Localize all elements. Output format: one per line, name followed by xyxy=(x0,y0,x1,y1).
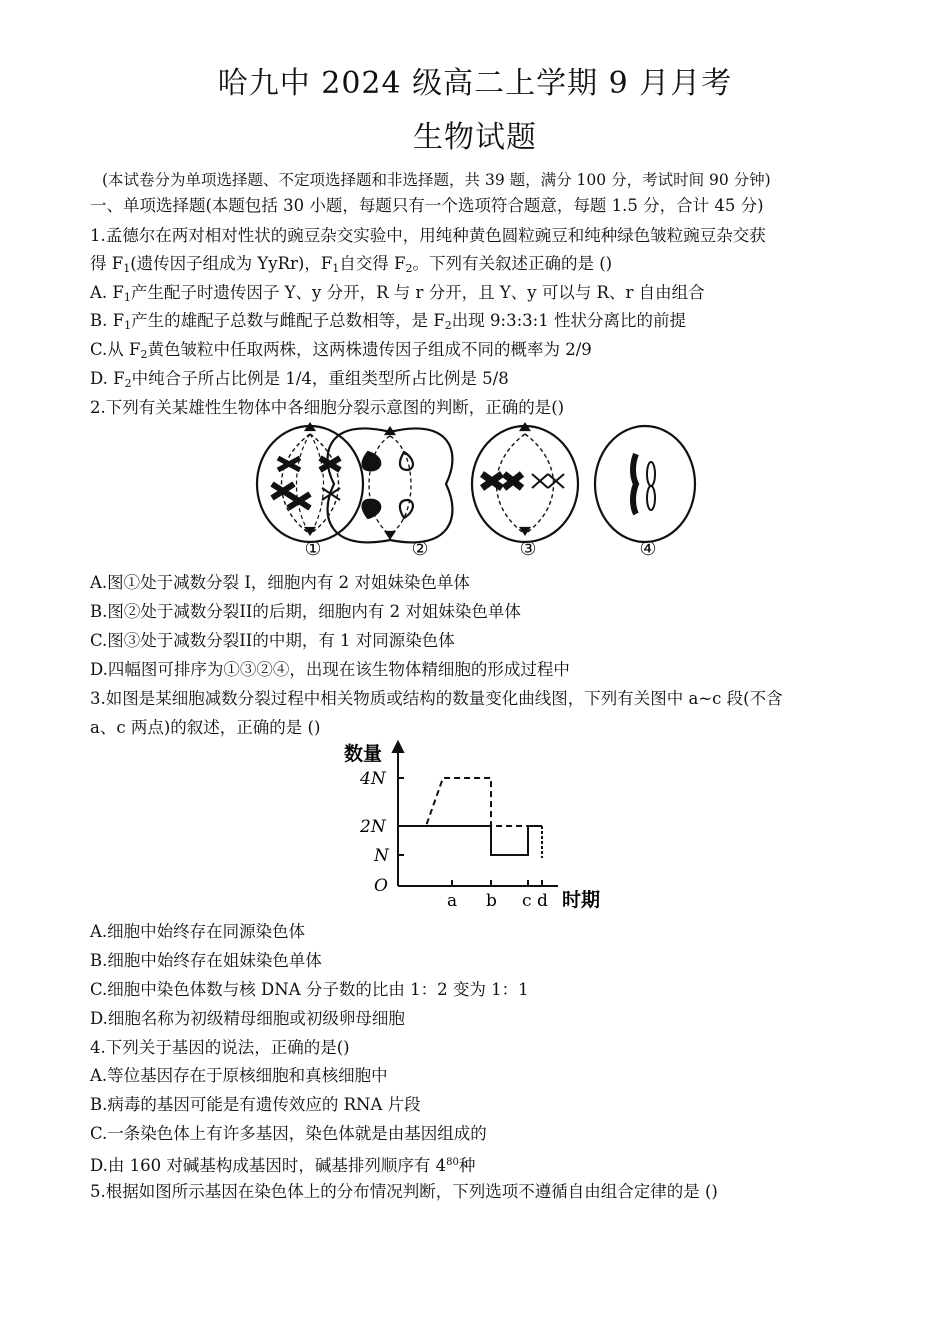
y-axis-label: 数量 xyxy=(344,743,383,765)
dashed-series-line xyxy=(398,778,542,826)
solid-series-line xyxy=(398,826,542,855)
q3-option-c: C.细胞中染色体数与核 DNA 分子数的比由 1：2 变为 1：1 xyxy=(90,980,529,999)
cell-3-diagram xyxy=(472,424,578,542)
y-axis-arrow xyxy=(393,742,403,752)
exam-note: (本试卷分为单项选择题、不定项选择题和非选择题，共 39 题，满分 100 分，考试时间 90 分钟) xyxy=(102,171,771,189)
q4-option-b: B.病毒的基因可能是有遗传效应的 RNA 片段 xyxy=(90,1095,421,1114)
q2-option-c: C.图③处于减数分裂II的中期，有 1 对同源染色体 xyxy=(90,631,455,650)
quantity-chart xyxy=(330,738,630,910)
ytick-label-4n: 4N xyxy=(360,769,386,789)
q4-option-a: A.等位基因存在于原核细胞和真核细胞中 xyxy=(90,1066,388,1085)
q1-option-b: B. $F_1$产生的雄配子总数与雌配子总数相等，是 $F_2$出现 9:3:3:1 性状分离比的前提 xyxy=(90,311,686,332)
q1-option-a: A. $F_1$产生配子时遗传因子 Y、y 分开，R 与 r 分开，且 Y、y 可以与 R、r 自由组合 xyxy=(90,283,705,304)
q4-stem: 4.下列关于基因的说法，正确的是() xyxy=(90,1038,350,1057)
x-axis-label: 时期 xyxy=(562,889,601,910)
section-heading: 一、单项选择题(本题包括 30 小题，每题只有一个选项符合题意，每题 1.5 分，合计 45 分) xyxy=(90,196,764,215)
q2-option-d: D.四幅图可排序为①③②④，出现在该生物体精细胞的形成过程中 xyxy=(90,660,570,679)
ytick-label-2n: 2N xyxy=(360,817,386,837)
xtick-label-d: d xyxy=(537,891,548,910)
q1-option-d: D. $F_2$中纯合子所占比例是 1/4，重组类型所占比例是 5/8 xyxy=(90,369,509,390)
figure-label-4: ④ xyxy=(639,538,657,560)
figure-label-3: ③ xyxy=(519,538,537,560)
subject-title: 生物试题 xyxy=(413,120,537,155)
q3-stem-line2: a、c 两点)的叙述，正确的是 () xyxy=(90,718,321,737)
q3-stem-line1: 3.如图是某细胞减数分裂过程中相关物质或结构的数量变化曲线图，下列有关图中 a~c 段(不含 xyxy=(90,689,783,708)
ytick-label-n: N xyxy=(374,846,389,866)
q3-option-a: A.细胞中始终存在同源染色体 xyxy=(90,922,306,941)
q3-option-d: D.细胞名称为初级精母细胞或初级卵母细胞 xyxy=(90,1009,405,1028)
q4-option-d: D.由 160 对碱基构成基因时，碱基排列顺序有 $4^{80}$种 xyxy=(90,1156,476,1175)
ytick-label-o: O xyxy=(374,876,388,896)
q4-option-c: C.一条染色体上有许多基因，染色体就是由基因组成的 xyxy=(90,1124,487,1143)
q1-stem-line1: 1.孟德尔在两对相对性状的豌豆杂交实验中，用纯种黄色圆粒豌豆和纯种绿色皱粒豌豆杂交获 xyxy=(90,226,766,245)
cell-4-diagram xyxy=(595,426,695,542)
xtick-label-c: c xyxy=(522,891,532,910)
q2-option-b: B.图②处于减数分裂II的后期，细胞内有 2 对姐妹染色单体 xyxy=(90,602,521,621)
q1-stem-line2: 得 $F_1$(遗传因子组成为 YyRr)，$F_1$自交得 $F_2$。下列有关叙述正确的是 () xyxy=(90,254,613,275)
q2-stem: 2.下列有关某雄性生物体中各细胞分裂示意图的判断，正确的是() xyxy=(90,398,565,417)
figure-label-1: ① xyxy=(304,538,322,560)
q3-option-b: B.细胞中始终存在姐妹染色单体 xyxy=(90,951,322,970)
q2-option-a: A.图①处于减数分裂 I，细胞内有 2 对姐妹染色单体 xyxy=(90,573,470,592)
q1-option-c: C.从 $F_2$黄色皱粒中任取两株，这两株遗传因子组成不同的概率为 2/9 xyxy=(90,340,592,361)
exam-title: 哈九中 2024 级高二上学期 9 月月考 xyxy=(217,66,733,101)
figure-label-2: ② xyxy=(411,538,429,560)
q5-stem: 5.根据如图所示基因在染色体上的分布情况判断，下列选项不遵循自由组合定律的是 () xyxy=(90,1182,718,1201)
xtick-label-a: a xyxy=(447,891,458,910)
cell-1-diagram xyxy=(257,424,363,542)
xtick-label-b: b xyxy=(486,891,497,910)
